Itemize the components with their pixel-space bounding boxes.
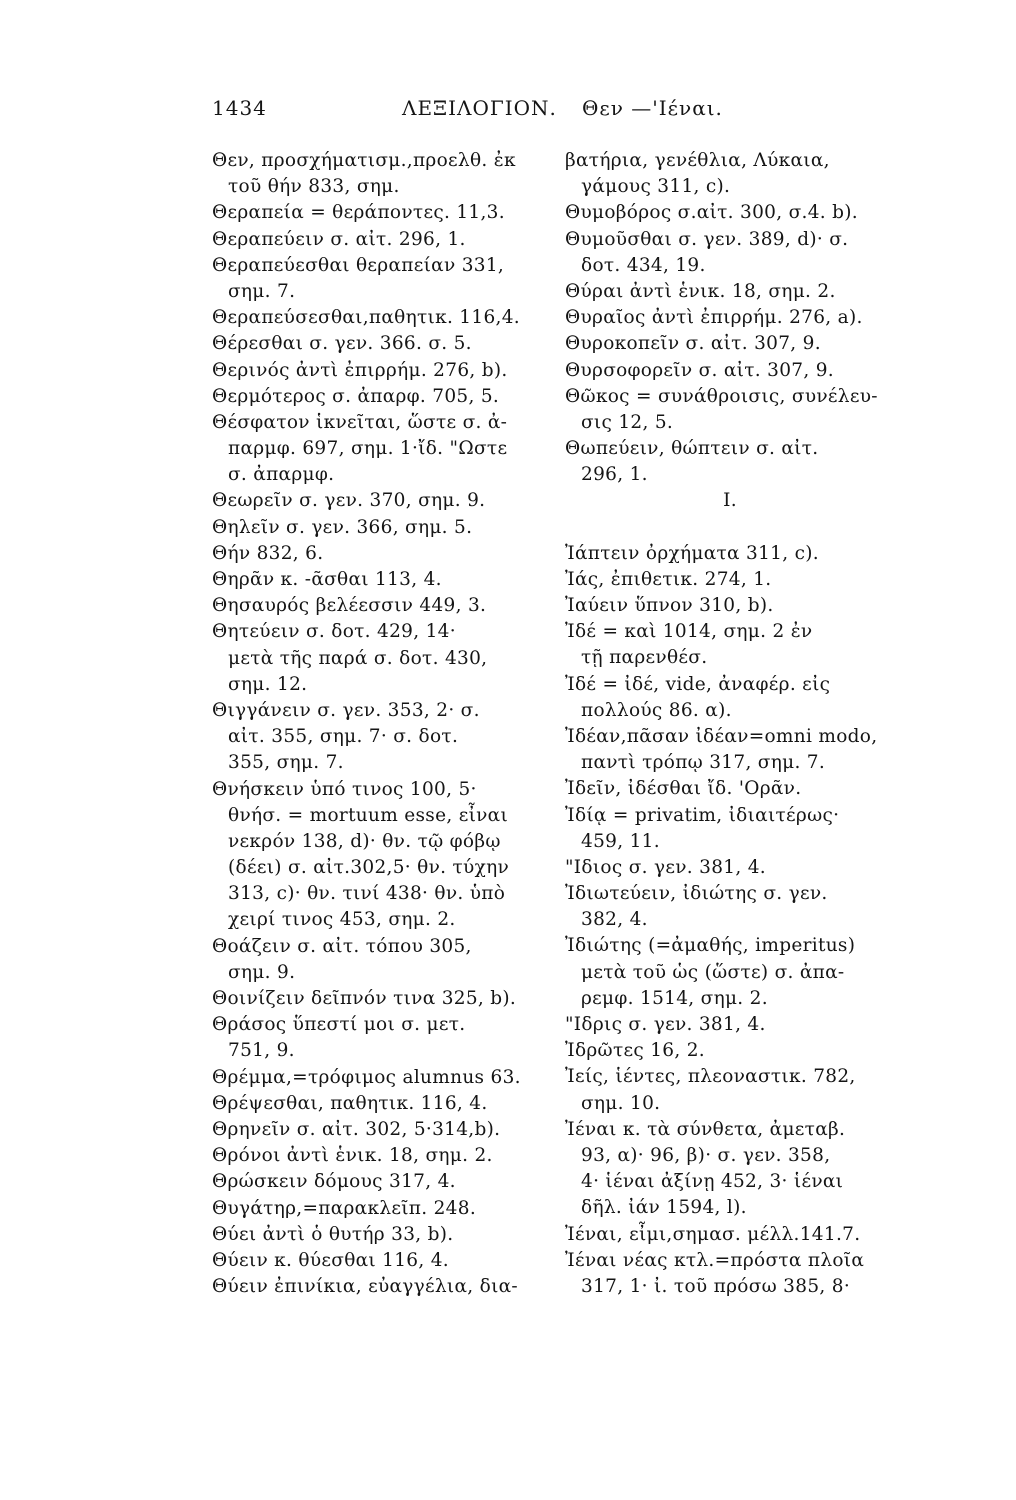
entry-line: 296, 1. [581, 464, 648, 486]
entry-line: Ἰάς, ἐπιθετικ. 274, 1. [565, 568, 772, 590]
entry-line: δοτ. 434, 19. [581, 254, 706, 276]
entry-line: Θεωρεῖν σ. γεν. 370, σημ. 9. [212, 490, 486, 512]
entry-line: τοῦ θήν 833, σημ. [228, 176, 400, 198]
entry-line: γάμους 311, c). [581, 176, 731, 198]
entry-line: Θυγάτηρ,=παρακλεῖπ. 248. [212, 1197, 476, 1219]
entry-line: 382, 4. [581, 909, 648, 931]
entry-line: Θιγγάνειν σ. γεν. 353, 2· σ. [212, 699, 480, 721]
entry-line: Θῶκος = συνάθροισις, συνέλευ- [565, 385, 878, 407]
entry-line: Θυροκοπεῖν σ. αἰτ. 307, 9. [565, 333, 821, 355]
entry-line: Ἰέναι κ. τὰ σύνθετα, ἀμεταβ. [565, 1118, 846, 1140]
entry-line: Θέσφατον ἱκνεῖται, ὥστε σ. ἀ- [212, 411, 508, 433]
entry-line: Θεραπεύειν σ. αἰτ. 296, 1. [212, 228, 466, 250]
entry-line: σημ. 10. [581, 1092, 661, 1114]
entry-line: Θύειν ἐπινίκια, εὐαγγέλια, δια- [212, 1276, 518, 1298]
running-title: ΛΕΞΙΛΟΓΙΟΝ. [402, 96, 557, 120]
entry-line: Θοάζειν σ. αἰτ. τόπου 305, [212, 935, 472, 957]
entry-line: πολλούς 86. α). [581, 699, 732, 721]
entry-line: Θνήσκειν ὑπό τινος 100, 5· [212, 778, 477, 800]
entry-line: Ἰάπτειν ὀρχήματα 311, c). [565, 542, 819, 564]
entry-line: Ἰδιώτης (=ἀμαθής, imperitus) [565, 935, 856, 957]
right-column [565, 148, 895, 1300]
entry-line: 751, 9. [228, 1040, 295, 1062]
entry-line: σ. ἀπαρμφ. [228, 464, 335, 486]
entry-line: Θρέμμα,=τρόφιμος alumnus 63. [212, 1066, 521, 1088]
entry-line: "Ιδρις σ. γεν. 381, 4. [565, 1014, 766, 1035]
entry-line: βατήρια, γενέθλια, Λύκαια, [565, 150, 830, 171]
entry-line: Θεραπεύεσθαι θεραπείαν 331, [212, 254, 505, 276]
entry-line: δῆλ. ἰάν 1594, l). [581, 1197, 747, 1219]
entry-line: Θρέψεσθαι, παθητικ. 116, 4. [212, 1092, 488, 1114]
entry-line: Θεραπεύσεσθαι,παθητικ. 116,4. [212, 307, 520, 329]
entry-line: Θυρσοφορεῖν σ. αἰτ. 307, 9. [565, 359, 834, 381]
entry-line: 313, c)· θν. τινί 438· θν. ὑπὸ [228, 883, 506, 905]
entry-line: Ἰείς, ἱέντες, πλεοναστικ. 782, [565, 1066, 856, 1088]
entry-line: Θυμοβόρος σ.αἰτ. 300, σ.4. b). [565, 202, 858, 224]
entry-line: Ἰδίᾳ = privatim, ἰδιαιτέρως· [565, 804, 840, 826]
entry-line: σημ. 12. [228, 673, 308, 695]
entry-line: Θήν 832, 6. [212, 542, 324, 564]
entry-line: 93, α)· 96, β)· σ. γεν. 358, [581, 1144, 831, 1166]
entry-line: Θηλεῖν σ. γεν. 366, σημ. 5. [212, 516, 473, 538]
entry-line: σις 12, 5. [581, 411, 674, 433]
entry-line: Θεν, προσχήματισμ.,προελθ. ἐκ [212, 150, 516, 171]
entry-line: Ἰδεῖν, ἰδέσθαι ἴδ. 'Ορᾶν. [565, 778, 802, 800]
left-column [212, 148, 542, 1300]
entry-line: παντὶ τρόπῳ 317, σημ. 7. [581, 752, 826, 774]
entry-line: Ἰδρῶτες 16, 2. [565, 1040, 705, 1062]
section-letter: I. [723, 490, 737, 512]
entry-line: Θρηνεῖν σ. αἰτ. 302, 5·314,b). [212, 1118, 501, 1140]
entry-line: σημ. 9. [228, 961, 296, 983]
entry-line: Θρόνοι ἀντὶ ἑνικ. 18, σημ. 2. [212, 1145, 493, 1167]
entry-line: 459, 11. [581, 830, 660, 852]
entry-line: Θηρᾶν κ. -ᾶσθαι 113, 4. [212, 569, 442, 590]
entry-line: Ἰδέ = καὶ 1014, σημ. 2 ἐν [565, 621, 813, 643]
entry-line: Θυραῖος ἀντὶ ἐπιρρήμ. 276, a). [565, 307, 863, 329]
entry-line: Θωπεύειν, θώπτειν σ. αἰτ. [565, 438, 819, 460]
entry-line: Θησαυρός βελέεσσιν 449, 3. [212, 595, 487, 617]
entry-line: Θοινίζειν δεῖπνόν τινα 325, b). [212, 988, 517, 1009]
entry-line: ρεμφ. 1514, σημ. 2. [581, 987, 768, 1009]
entry-line: Θεραπεία = θεράποντες. 11,3. [212, 202, 505, 224]
entry-line: 4· ἱέναι ἀξίνῃ 452, 3· ἱέναι [581, 1171, 844, 1193]
entry-line: νεκρόν 138, d)· θν. τῷ φόβῳ [228, 830, 501, 852]
entry-line: σημ. 7. [228, 280, 296, 302]
entry-line: θνήσ. = mortuum esse, εἶναι [228, 804, 509, 826]
entry-line: (δέει) σ. αἰτ.302,5· θν. τύχην [228, 857, 510, 879]
entry-line: Ἰέναι νέας κτλ.=πρόστα πλοῖα [565, 1249, 865, 1271]
entry-line: Θητεύειν σ. δοτ. 429, 14· [212, 621, 456, 643]
entry-line: Θερμότερος σ. ἀπαρφ. 705, 5. [212, 385, 500, 407]
entry-line: Θράσος ὕπεστί μοι σ. μετ. [212, 1014, 466, 1036]
entry-line: παρμφ. 697, σημ. 1·ἴδ. "Ωστε [228, 438, 508, 460]
entry-line: Θύειν κ. θύεσθαι 116, 4. [212, 1249, 449, 1271]
entry-line: Ἰέναι, εἶμι,σημασ. μέλλ.141.7. [565, 1223, 861, 1245]
entry-line: Ἰδιωτεύειν, ἰδιώτης σ. γεν. [565, 883, 828, 905]
entry-line: Θύραι ἀντὶ ἑνικ. 18, σημ. 2. [565, 280, 836, 302]
entry-line: Θέρεσθαι σ. γεν. 366. σ. 5. [212, 333, 472, 355]
entry-line: μετὰ τῆς παρά σ. δοτ. 430, [228, 647, 488, 669]
entry-line: 355, σημ. 7. [228, 752, 344, 774]
entry-line: μετὰ τοῦ ὡς (ὥστε) σ. ἀπα- [581, 961, 845, 983]
entry-line: Ἰαύειν ὕπνον 310, b). [565, 595, 774, 616]
entry-line: Ἰδέ = ἰδέ, vide, ἀναφέρ. εἰς [565, 673, 831, 695]
entry-line: χειρί τινος 453, σημ. 2. [228, 909, 456, 931]
entry-range: Θεν —'Ιέναι. [582, 96, 723, 120]
entry-line: Θρώσκειν δόμους 317, 4. [212, 1171, 456, 1193]
entry-line: Ἰδέαν,πᾶσαν ἰδέαν=omni modo, [565, 725, 878, 747]
entry-line: τῇ παρενθέσ. [581, 647, 708, 669]
entry-line: 317, 1· ἰ. τοῦ πρόσω 385, 8· [581, 1275, 851, 1297]
entry-line: Θύει ἀντὶ ὁ θυτήρ 33, b). [212, 1223, 454, 1245]
page-number: 1434 [212, 96, 267, 120]
entry-line: αἰτ. 355, σημ. 7· σ. δοτ. [228, 726, 459, 748]
running-header [212, 96, 862, 128]
entry-line: "Ιδιος σ. γεν. 381, 4. [565, 856, 766, 878]
entry-line: Θερινός ἀντὶ ἐπιρρήμ. 276, b). [212, 359, 508, 381]
entry-line: Θυμοῦσθαι σ. γεν. 389, d)· σ. [565, 228, 849, 250]
